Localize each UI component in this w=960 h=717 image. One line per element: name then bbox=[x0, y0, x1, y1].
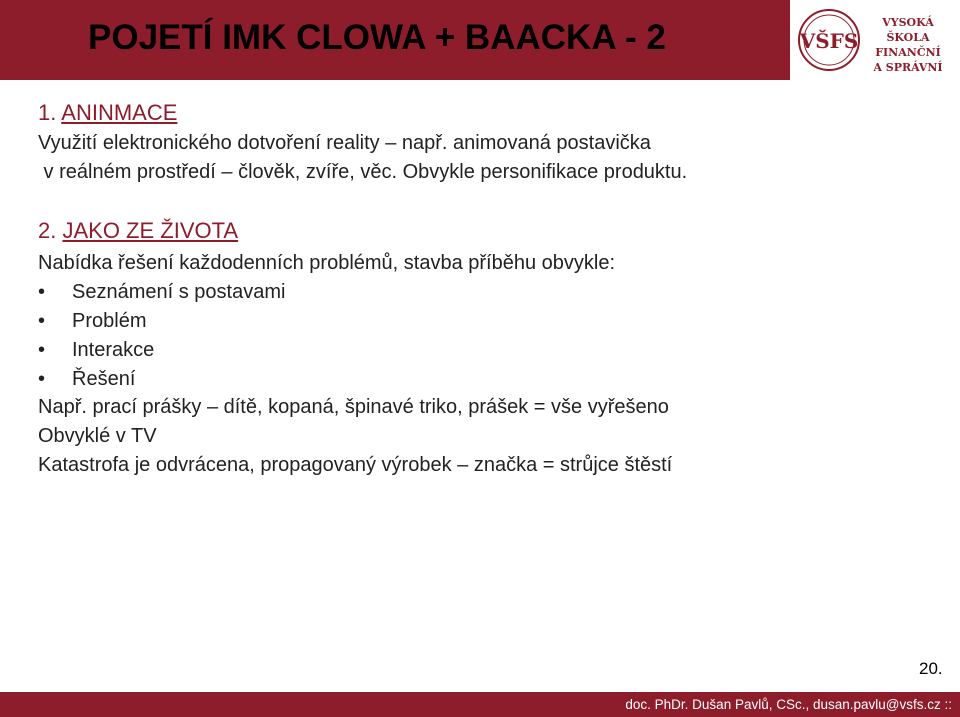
school-logo bbox=[790, 0, 960, 80]
footer-bar bbox=[0, 692, 960, 717]
bullet-text: Problém bbox=[72, 310, 147, 332]
section-1-title: ANINMACE bbox=[61, 100, 178, 125]
section-2-note: Obvyklé v TV bbox=[38, 425, 157, 447]
title-bar bbox=[0, 0, 790, 80]
footer-author: doc. PhDr. Dušan Pavlů, CSc., dusan.pavlu@vsfs.cz :: bbox=[625, 697, 952, 712]
slide-title: POJETÍ IMK CLOWA + BAACKA - 2 bbox=[88, 18, 666, 57]
logo-line-1: VYSOKÁ ŠKOLA bbox=[882, 16, 934, 44]
section-1-line-2: v reálném prostředí – člověk, zvíře, věc. Obvykle personifikace produktu. bbox=[38, 161, 688, 183]
vsfs-seal-icon bbox=[794, 5, 864, 75]
section-1-line-1: Využití elektronického dotvoření reality – např. animovaná postavička bbox=[38, 132, 651, 154]
logo-line-2: FINANČNÍ bbox=[875, 46, 941, 59]
logo-text bbox=[862, 15, 954, 75]
bullet-text: Seznámení s postavami bbox=[72, 281, 286, 303]
section-2-number: 2. bbox=[38, 218, 57, 243]
section-2-heading bbox=[38, 218, 238, 244]
section-2-conclusion: Katastrofa je odvrácena, propagovaný výrobek – značka = strůjce štěstí bbox=[38, 454, 673, 476]
bullet-icon: • bbox=[38, 281, 46, 303]
svg-text:VŠFS: VŠFS bbox=[799, 29, 859, 53]
bullet-icon: • bbox=[38, 339, 46, 361]
bullet-text: Interakce bbox=[72, 339, 155, 361]
section-1-heading bbox=[38, 100, 177, 126]
bullet-icon: • bbox=[38, 310, 46, 332]
section-1-number: 1. bbox=[38, 100, 57, 125]
section-2-intro: Nabídka řešení každodenních problémů, stavba příběhu obvykle: bbox=[38, 252, 616, 274]
section-2-title: JAKO ZE ŽIVOTA bbox=[62, 218, 239, 243]
section-2-example: Např. prací prášky – dítě, kopaná, špinavé triko, prášek = vše vyřešeno bbox=[38, 396, 669, 418]
page-number: 20. bbox=[919, 659, 943, 678]
bullet-icon: • bbox=[38, 368, 46, 390]
logo-line-3: A SPRÁVNÍ bbox=[873, 61, 943, 74]
bullet-text: Řešení bbox=[72, 368, 136, 390]
